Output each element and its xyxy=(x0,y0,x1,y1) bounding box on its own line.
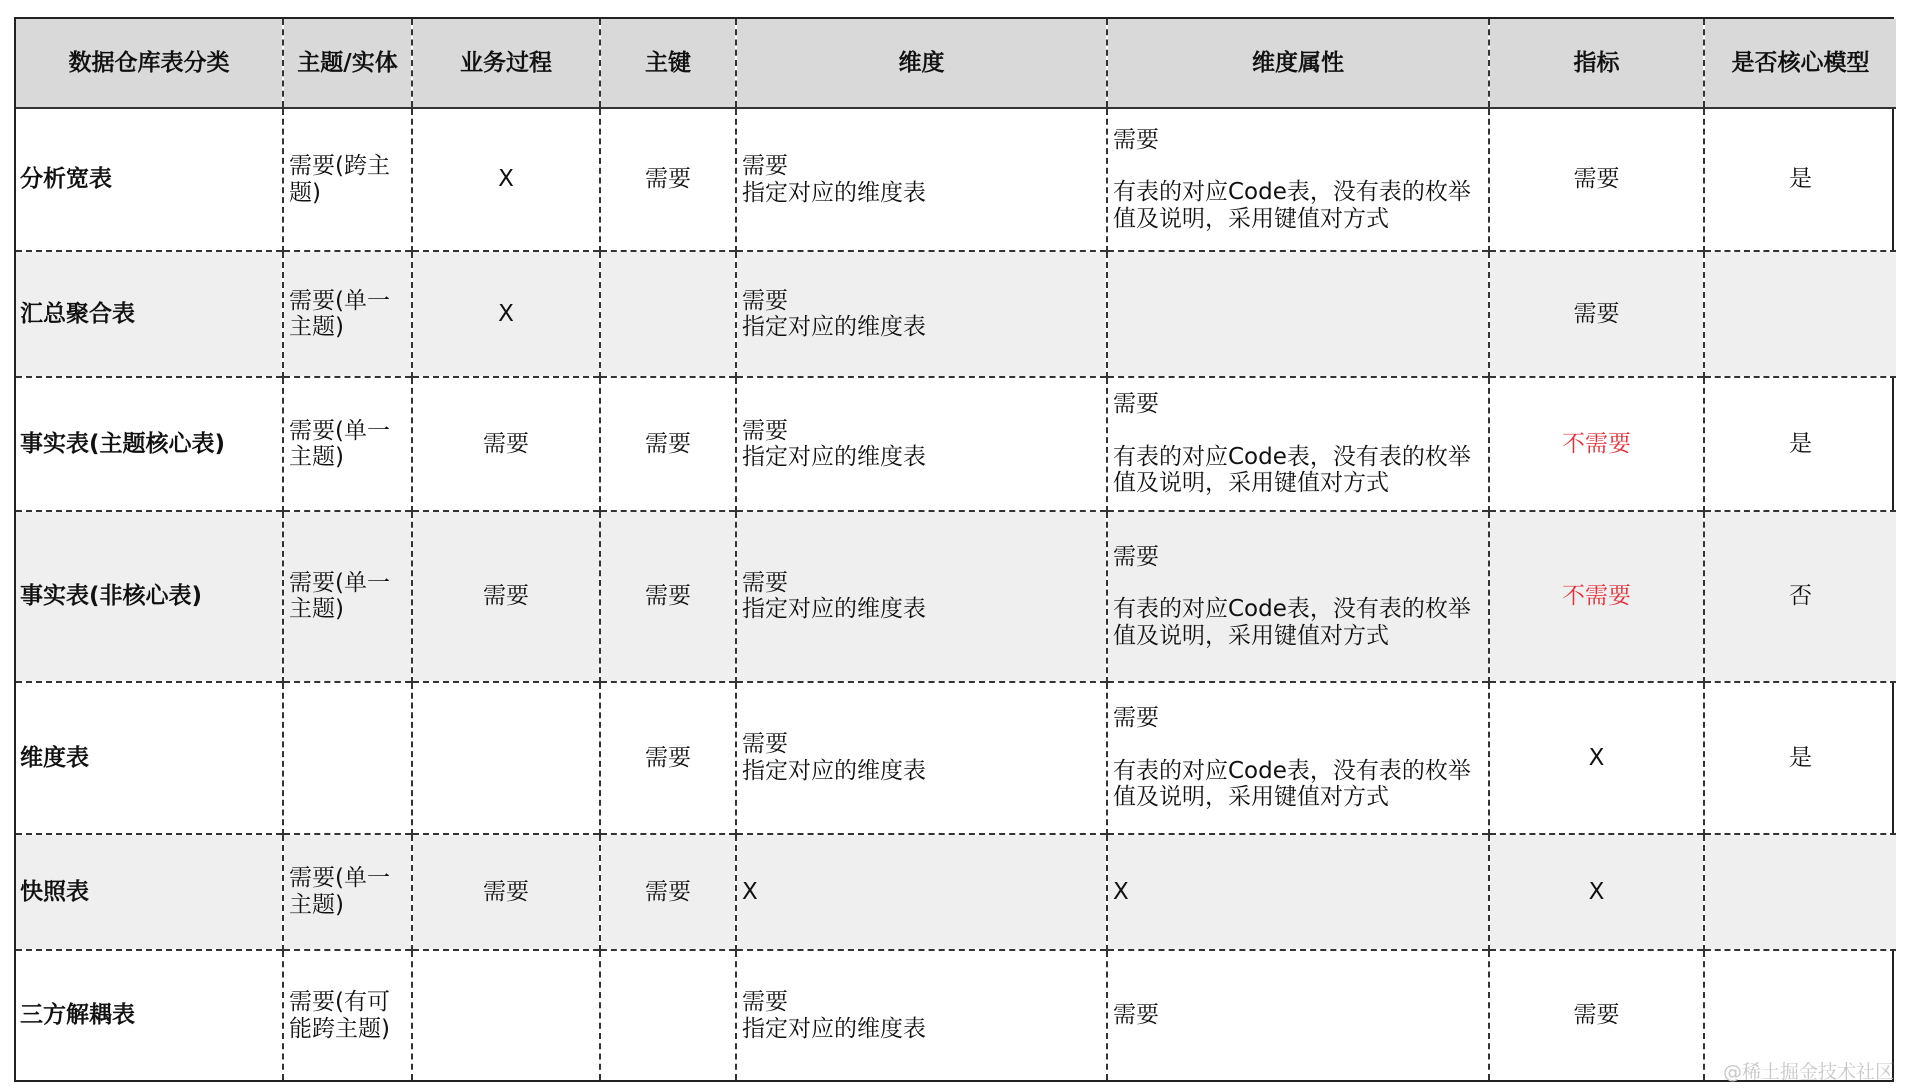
classification-table-container xyxy=(14,17,1894,1082)
cell-subject: 需要(单一主题) xyxy=(283,377,412,510)
dimension-line: 需要 xyxy=(742,569,788,596)
cell-dimension-attr xyxy=(1107,377,1489,510)
cell-dimension-attr xyxy=(1107,511,1489,682)
dimension-attr-line: 需要 xyxy=(1113,705,1159,732)
cell-core-model: 是 xyxy=(1704,682,1896,834)
cell-primary-key: 需要 xyxy=(600,834,736,950)
line-gap xyxy=(1113,570,1482,596)
dimension-attr-line: 需要 xyxy=(1113,391,1159,418)
cell-process: 需要 xyxy=(412,834,600,950)
dimension-attr-line: 需要 xyxy=(1113,1002,1159,1029)
table-body xyxy=(16,108,1896,1080)
cell-primary-key: 需要 xyxy=(600,377,736,510)
watermark: @稀土掘金技术社区 xyxy=(1722,1061,1894,1083)
cell-primary-key: 需要 xyxy=(600,511,736,682)
header-dimension: 维度 xyxy=(736,19,1107,108)
cell-subject: 需要(跨主题) xyxy=(283,108,412,251)
cell-process: 需要 xyxy=(412,511,600,682)
dimension-line: X xyxy=(742,878,758,905)
cell-dimension xyxy=(736,377,1107,510)
cell-dimension-attr xyxy=(1107,950,1489,1080)
dimension-line: 需要 xyxy=(742,153,788,180)
dimension-attr-line: 有表的对应Code表，没有表的枚举值及说明，采用键值对方式 xyxy=(1113,443,1471,497)
cell-core-model: 是 xyxy=(1704,108,1896,251)
cell-primary-key: 需要 xyxy=(600,682,736,834)
cell-subject: 需要(单一主题) xyxy=(283,511,412,682)
cell-dimension-attr xyxy=(1107,834,1489,950)
cell-metric: 需要 xyxy=(1489,251,1704,377)
header-dimension-attr: 维度属性 xyxy=(1107,19,1489,108)
header-category: 数据仓库表分类 xyxy=(16,19,283,108)
cell-primary-key xyxy=(600,251,736,377)
cell-dimension xyxy=(736,511,1107,682)
dimension-attr-line: 有表的对应Code表，没有表的枚举值及说明，采用键值对方式 xyxy=(1113,596,1471,649)
cell-primary-key: 需要 xyxy=(600,108,736,251)
dimension-line: 需要 xyxy=(742,731,788,758)
cell-category: 事实表(主题核心表) xyxy=(16,377,283,510)
cell-metric: 需要 xyxy=(1489,108,1704,251)
cell-category: 分析宽表 xyxy=(20,166,112,193)
cell-metric: 需要 xyxy=(1489,950,1704,1080)
line-gap xyxy=(1113,732,1482,758)
dimension-line: 需要 xyxy=(742,989,788,1016)
dimension-line: 指定对应的维度表 xyxy=(742,444,926,471)
cell-dimension xyxy=(736,108,1107,251)
dimension-line: 需要 xyxy=(742,287,788,314)
cell-process: X xyxy=(412,251,600,377)
cell-category: 快照表 xyxy=(16,834,283,950)
table-row xyxy=(16,950,1896,1080)
cell-metric: X xyxy=(1489,834,1704,950)
cell-dimension xyxy=(736,251,1107,377)
cell-core-model xyxy=(1704,834,1896,950)
header-core-model: 是否核心模型 xyxy=(1704,19,1896,108)
dimension-line: 指定对应的维度表 xyxy=(742,179,926,206)
cell-core-model xyxy=(1704,251,1896,377)
cell-metric: 不需要 xyxy=(1489,511,1704,682)
cell-process: X xyxy=(412,108,600,251)
header-row xyxy=(16,19,1896,108)
header-subject: 主题/实体 xyxy=(283,19,412,108)
cell-process: 需要 xyxy=(412,377,600,510)
header-primary-key: 主键 xyxy=(600,19,736,108)
cell-dimension xyxy=(736,682,1107,834)
header-process: 业务过程 xyxy=(412,19,600,108)
table-row xyxy=(16,834,1896,950)
line-gap xyxy=(1113,418,1482,444)
cell-process xyxy=(412,950,600,1080)
cell-subject: 需要(单一主题) xyxy=(283,251,412,377)
cell-category: 事实表(非核心表) xyxy=(16,511,283,682)
cell-dimension xyxy=(736,834,1107,950)
table-row xyxy=(16,511,1896,682)
cell-dimension-attr xyxy=(1107,682,1489,834)
dimension-line: 指定对应的维度表 xyxy=(742,314,926,341)
dimension-line: 指定对应的维度表 xyxy=(742,596,926,623)
cell-subject: 需要(单一主题) xyxy=(283,834,412,950)
cell-process xyxy=(412,682,600,834)
cell-category: 三方解耦表 xyxy=(16,950,283,1080)
table-row xyxy=(16,682,1896,834)
dimension-line: 指定对应的维度表 xyxy=(742,757,926,784)
dimension-line: 需要 xyxy=(742,417,788,444)
dimension-attr-line: X xyxy=(1113,878,1129,905)
cell-subject xyxy=(283,682,412,834)
cell-primary-key xyxy=(600,950,736,1080)
dimension-line: 指定对应的维度表 xyxy=(742,1015,926,1042)
cell-metric: X xyxy=(1489,682,1704,834)
header-metric: 指标 xyxy=(1489,19,1704,108)
table-row xyxy=(16,108,1896,251)
cell-dimension xyxy=(736,950,1107,1080)
cell-core-model: 否 xyxy=(1704,511,1896,682)
dw-table-classification xyxy=(16,19,1896,1080)
dimension-attr-line: 需要 xyxy=(1113,543,1159,570)
cell-metric: 不需要 xyxy=(1489,377,1704,510)
line-gap xyxy=(1113,153,1482,179)
table-row xyxy=(16,377,1896,510)
dimension-attr-line: 有表的对应Code表，没有表的枚举值及说明，采用键值对方式 xyxy=(1113,179,1471,232)
table-row xyxy=(16,251,1896,377)
cell-category: 维度表 xyxy=(16,682,283,834)
dimension-attr-line: 需要 xyxy=(1113,126,1159,153)
cell-subject: 需要(有可能跨主题) xyxy=(283,950,412,1080)
cell-core-model: 是 xyxy=(1704,377,1896,510)
cell-category: 汇总聚合表 xyxy=(16,251,283,377)
cell-dimension-attr xyxy=(1107,108,1489,251)
dimension-attr-line: 有表的对应Code表，没有表的枚举值及说明，采用键值对方式 xyxy=(1113,757,1471,810)
cell-dimension-attr xyxy=(1107,251,1489,377)
